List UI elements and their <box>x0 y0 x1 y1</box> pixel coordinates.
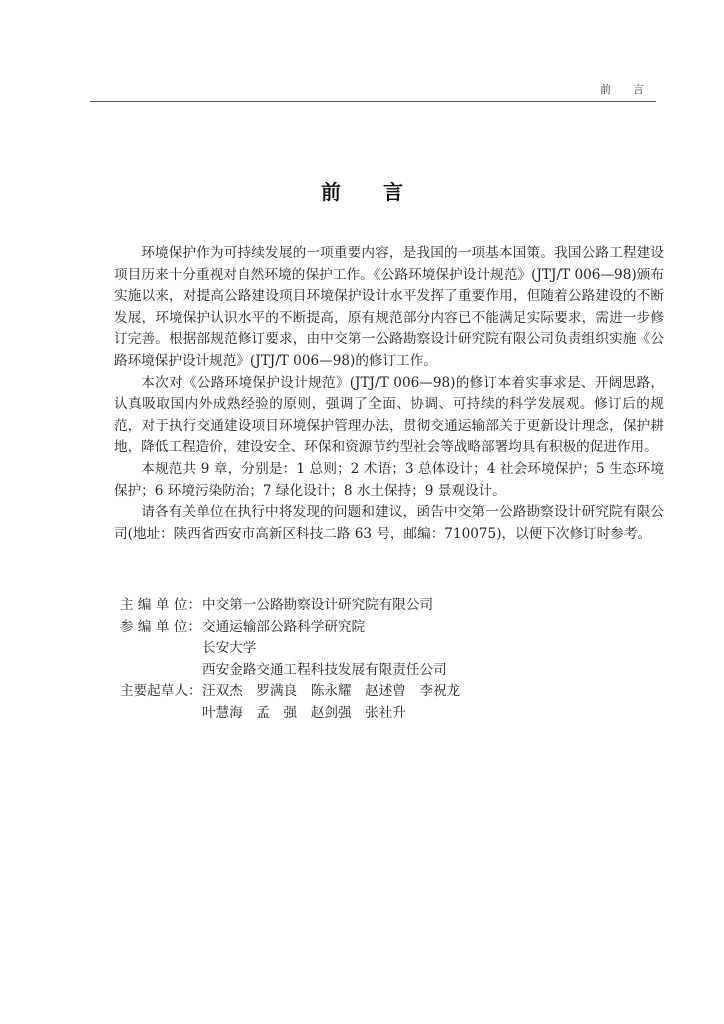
participating-group <box>120 617 620 682</box>
running-header: 前言 <box>600 83 666 96</box>
drafters-line: 叶慧海 孟 强 赵剑强 张社升 <box>202 704 406 721</box>
header-rule <box>90 101 656 102</box>
participating-unit: 长安大学 <box>202 640 257 657</box>
paragraph-4: 请各有关单位在执行中将发现的问题和建议，函告中交第一公路勘察设计研究院有限公司(地址：陕西省西安市高新区科技二路 63 号，邮编：710075)，以便下次修订时参考。 <box>114 504 664 542</box>
body-text <box>114 243 664 545</box>
chief-editor-group <box>120 595 620 617</box>
drafters-group <box>120 681 620 724</box>
participating-label: 参 编 单 位： <box>120 618 201 635</box>
participating-unit: 交通运输部公路科学研究院 <box>202 618 366 635</box>
paragraph-3: 本规范共 9 章，分别是：1 总则；2 术语；3 总体设计；4 社会环境保护；5 生态环境保护；6 环境污染防治；7 绿化设计；8 水土保持；9 景观设计。 <box>114 460 664 499</box>
chief-editor-label: 主 编 单 位： <box>120 597 201 613</box>
drafters-line: 汪双杰 罗满良 陈永耀 赵述曾 李祝龙 <box>202 683 461 700</box>
chief-editor-unit: 中交第一公路勘察设计研究院有限公司 <box>202 597 434 613</box>
page-title: 前言 <box>321 180 445 204</box>
paragraph-2: 本次对《公路环境保护设计规范》(JTJ/T 006—98)的修订本着实事求是、开阔思路，认真吸取国内外成熟经验的原则，强调了全面、协调、可持续的科学发展观。修订后的规范，对于执行交通建设项目环境保护管理办法，贯彻交通运输部关于更新设计理念，保护耕地，降低工程造价，建设安全、环保和资源节约型社会等战略部署均具有积极的促进作用。 <box>114 374 664 456</box>
drafters-label: 主要起草人： <box>120 683 202 700</box>
credits <box>120 595 620 725</box>
participating-unit: 西安金路交通工程科技发展有限责任公司 <box>202 661 447 678</box>
paragraph-1: 环境保护作为可持续发展的一项重要内容，是我国的一项基本国策。我国公路工程建设项目历来十分重视对自然环境的保护工作。《公路环境保护设计规范》(JTJ/T 006—98)颁布实施以来，对提高公路建设项目环境保护设计水平发挥了重要作用，但随着公路建设的不断发展，环境保护认识水平的不断提高，原有规范部分内容已不能满足实际要求，需进一步修订完善。根据部规范修订要求，由中交第一公路勘察设计研究院有限公司负责组织实施《公路环境保护设计规范》(JTJ/T 006—98)的修订工作。 <box>114 245 664 369</box>
